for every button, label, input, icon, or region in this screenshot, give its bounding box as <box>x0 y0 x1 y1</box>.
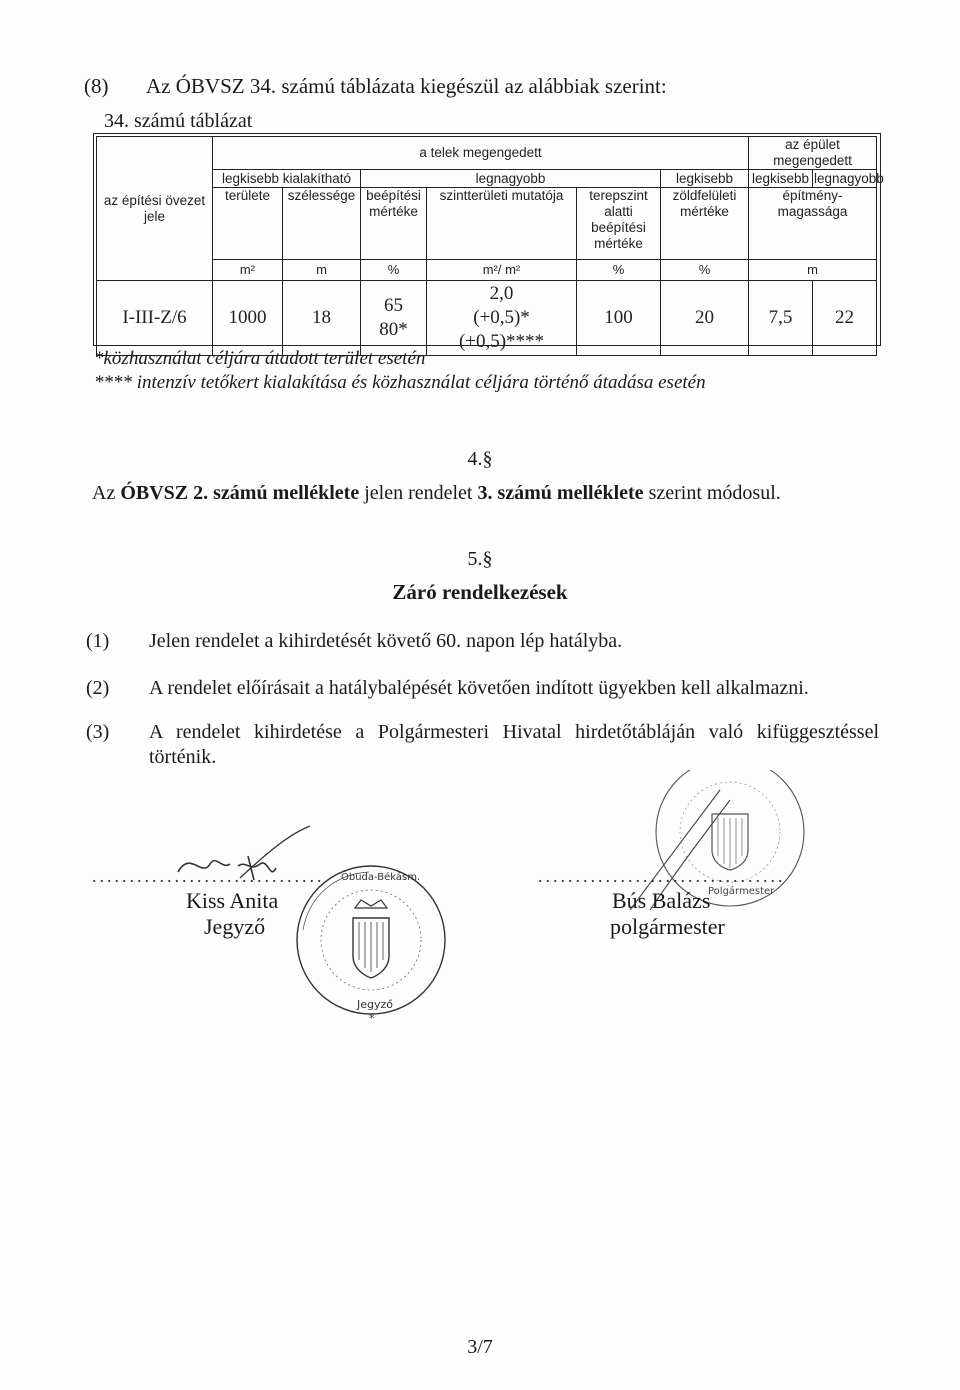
cell-built <box>361 281 427 356</box>
right-signer-name: Bús Balázs <box>612 888 711 913</box>
unit-m2-per-m2: m²/ m² <box>427 260 577 281</box>
col-epitmenymagassag: építmény-magassága <box>749 188 877 260</box>
cell-underground: 100 <box>577 281 661 356</box>
seal-right-bottom-text: Polgármester <box>708 886 775 897</box>
item-3-text-line2: történik. <box>149 746 217 768</box>
header-legkisebb-kialakithato: legkisebb kialakítható <box>213 170 361 188</box>
cell-area: 1000 <box>213 281 283 356</box>
cell-green: 20 <box>661 281 749 356</box>
col-szintteruleti: szintterületi mutatója <box>427 188 577 260</box>
cell-height-min: 7,5 <box>749 281 813 356</box>
cell-zone: I-III-Z/6 <box>97 281 213 356</box>
col-zoldfeluleti: zöldfelületi mértéke <box>661 188 749 260</box>
header-zone: az építési övezet jele <box>97 137 213 281</box>
page-number: 3/7 <box>467 1336 493 1358</box>
regulation-table <box>96 136 884 356</box>
cell-width: 18 <box>283 281 361 356</box>
s4-text-1: Az <box>92 482 121 504</box>
header-epulet: az épület megengedett <box>749 137 877 170</box>
left-signer-title: Jegyző <box>204 914 266 939</box>
col-terulete: területe <box>213 188 283 260</box>
cell-floor-ratio <box>427 281 577 356</box>
unit-pct-2: % <box>577 260 661 281</box>
unit-m-height: m <box>749 260 877 281</box>
paragraph-number: (8) <box>84 74 109 98</box>
header-legnagyobb: legnagyobb <box>361 170 661 188</box>
item-3-num: (3) <box>86 721 110 743</box>
unit-pct-3: % <box>661 260 749 281</box>
col-szelessege: szélessége <box>283 188 361 260</box>
right-signer-title: polgármester <box>610 914 725 939</box>
seal-left-icon <box>283 860 463 1030</box>
footnote-1: *közhasználat céljára átadott terület esetén <box>94 348 426 369</box>
section-4-title: 4.§ <box>467 448 493 470</box>
table-caption: 34. számú táblázat <box>104 110 253 132</box>
item-3-text-line1: A rendelet kihirdetése a Polgármesteri Hivatal hirdetőtábláján való kifüggesztéssel <box>149 721 879 743</box>
header-telek: a telek megengedett <box>213 137 749 170</box>
s4-text-2: jelen rendelet <box>359 482 478 504</box>
seal-left-bottom-text: Jegyző <box>357 998 394 1011</box>
cell-floor-a: 2,0 <box>489 283 514 304</box>
item-1-text: Jelen rendelet a kihirdetését követő 60. napon lép hatályba. <box>149 630 623 652</box>
paragraph-heading: Az ÓBVSZ 34. számú táblázata kiegészül az alábbiak szerint: <box>146 74 667 98</box>
section-5-title: 5.§ <box>467 548 493 570</box>
cell-built-b: 80* <box>379 319 408 340</box>
item-2-num: (2) <box>86 677 110 699</box>
footnote-2: **** intenzív tetőkert kialakítása és közhasználat céljára történő átadása esetén <box>94 372 706 393</box>
svg-text:*: * <box>369 1012 375 1025</box>
section-4-text <box>92 481 781 506</box>
header-legnagyobb-2: legnagyobb <box>814 170 884 186</box>
unit-pct-1: % <box>361 260 427 281</box>
col-beepitesi: beépítési mértéke <box>361 188 427 260</box>
cell-height-max: 22 <box>813 281 877 356</box>
unit-m2: m² <box>213 260 283 281</box>
s4-bold-2: 3. számú melléklete <box>477 482 644 504</box>
signature-line-right: ................................. <box>538 866 786 886</box>
unit-m: m <box>283 260 361 281</box>
cell-floor-b: (+0,5)* <box>473 307 530 328</box>
header-legkisebb-2: legkisebb <box>749 170 813 188</box>
s4-text-3: szerint módosul. <box>643 482 781 504</box>
section-5-subtitle: Záró rendelkezések <box>392 580 568 604</box>
header-legkisebb: legkisebb <box>661 170 749 188</box>
signature-line-left: ............................... <box>92 866 325 886</box>
cell-floor-c: (+0,5)**** <box>458 331 545 352</box>
cell-built-a: 65 <box>384 295 403 316</box>
seal-left-top-text: Óbuda-Békásm. <box>341 872 421 883</box>
s4-bold-1: ÓBVSZ 2. számú melléklete <box>120 482 360 504</box>
left-signer-name: Kiss Anita <box>186 888 279 913</box>
item-2-text: A rendelet előírásait a hatálybalépését követően indított ügyekben kell alkalmazni. <box>149 677 809 699</box>
item-1-num: (1) <box>86 630 110 652</box>
col-terepszint-alatti: terepszint alatti beépítési mértéke <box>577 188 661 260</box>
